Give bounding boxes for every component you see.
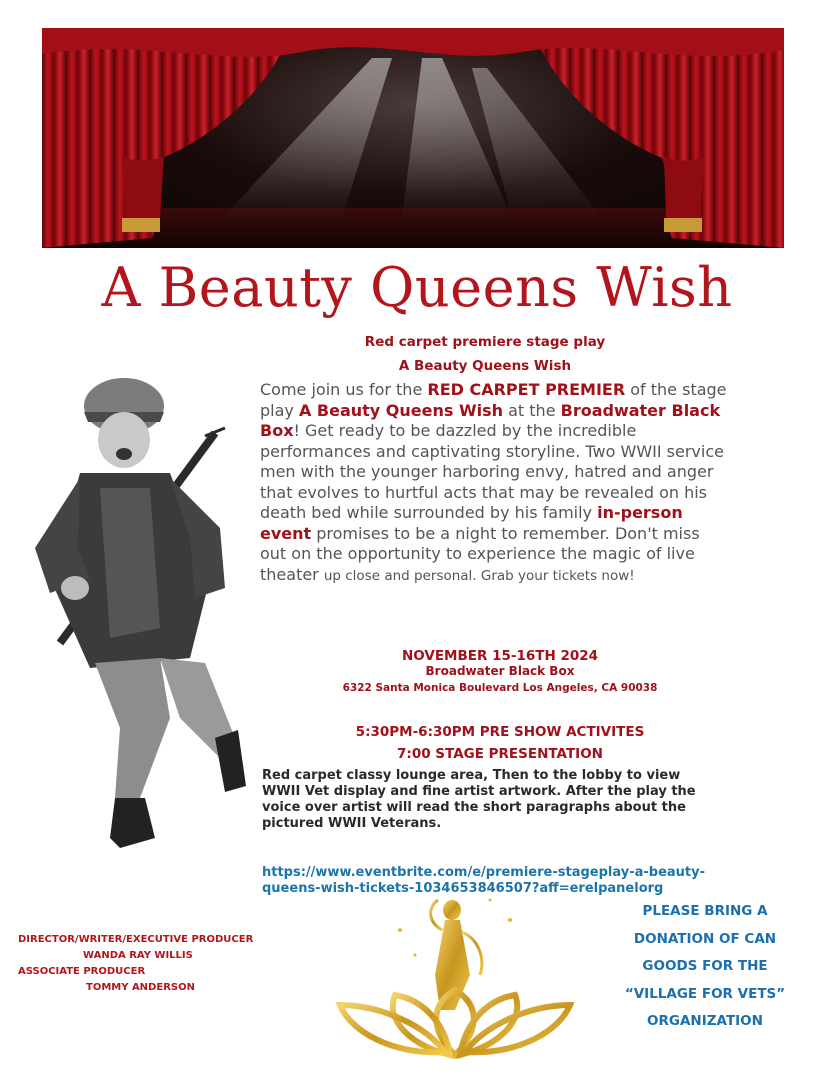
desc-highlight: in-person event [260, 503, 683, 543]
event-details: Red carpet classy lounge area, Then to the lobby to view WWII Vet display and fine artist artwork. After the play the voice over artist will read the short paragraphs about the pictured WWII Veterans. [262, 768, 696, 831]
theater-curtain-banner [42, 28, 784, 248]
donation-line-1: PLEASE BRING A [642, 903, 768, 919]
credit-role-associate: ASSOCIATE PRODUCER [18, 966, 146, 977]
credit-name-director: WANDA RAY WILLIS [83, 950, 193, 961]
event-time-presentation: 7:00 STAGE PRESENTATION [397, 746, 603, 762]
desc-text-small: up close and personal. Grab your tickets now! [323, 567, 635, 584]
donation-line-4: “VILLAGE FOR VETS” [624, 985, 786, 1002]
event-venue: Broadwater Black Box [425, 664, 575, 678]
donation-line-2: DONATION OF CAN [633, 930, 777, 947]
credit-name-associate: TOMMY ANDERSON [86, 982, 195, 993]
desc-text: ! Get ready to be dazzled by the incredible performances and captivating storyline. Two WWII service men with the younger harboring envy, hatred and anger that evolves to hurtful acts that may be revealed on his death bed while surrounded by his family [260, 421, 724, 522]
production-credits [18, 932, 268, 996]
subtitle-line-2: A Beauty Queens Wish [398, 358, 572, 374]
event-dates: NOVEMBER 15-16TH 2024 [401, 648, 599, 664]
lotus-woman-graphic [330, 880, 580, 1076]
soldier-illustration [20, 378, 260, 856]
page-title: A Beauty Queens Wish [101, 256, 733, 319]
ticket-link[interactable]: https://www.eventbrite.com/e/premiere-stageplay-a-beauty-queens-wish-tickets-1034653846507?aff=erelpanelorg [262, 865, 706, 896]
gold-lotus-emblem [330, 880, 580, 1076]
desc-highlight: Broadwater Black Box [260, 400, 721, 440]
event-address: 6322 Santa Monica Boulevard Los Angeles, CA 90038 [342, 682, 658, 694]
desc-text: at the [503, 400, 561, 420]
credit-role-director: DIRECTOR/WRITER/EXECUTIVE PRODUCER [18, 934, 254, 945]
subtitle-line-1: Red carpet premiere stage play [364, 334, 606, 350]
desc-highlight: A Beauty Queens Wish [298, 400, 504, 420]
event-time-preshow: 5:30PM-6:30PM PRE SHOW ACTIVITES [355, 724, 645, 740]
soldier-graphic [20, 378, 260, 856]
desc-text: promises to be a night to remember. Don't miss out on the opportunity to experience the magic of live theater [260, 523, 700, 584]
donation-line-3: GOODS FOR THE [642, 958, 768, 974]
event-description [260, 380, 730, 586]
desc-highlight: RED CARPET PREMIER [427, 380, 626, 399]
desc-text: of the stage play [260, 380, 727, 420]
curtain-illustration [42, 28, 784, 248]
donation-request [610, 898, 800, 1036]
donation-line-5: ORGANIZATION [647, 1013, 763, 1029]
desc-text: Come join us for the [260, 380, 428, 399]
